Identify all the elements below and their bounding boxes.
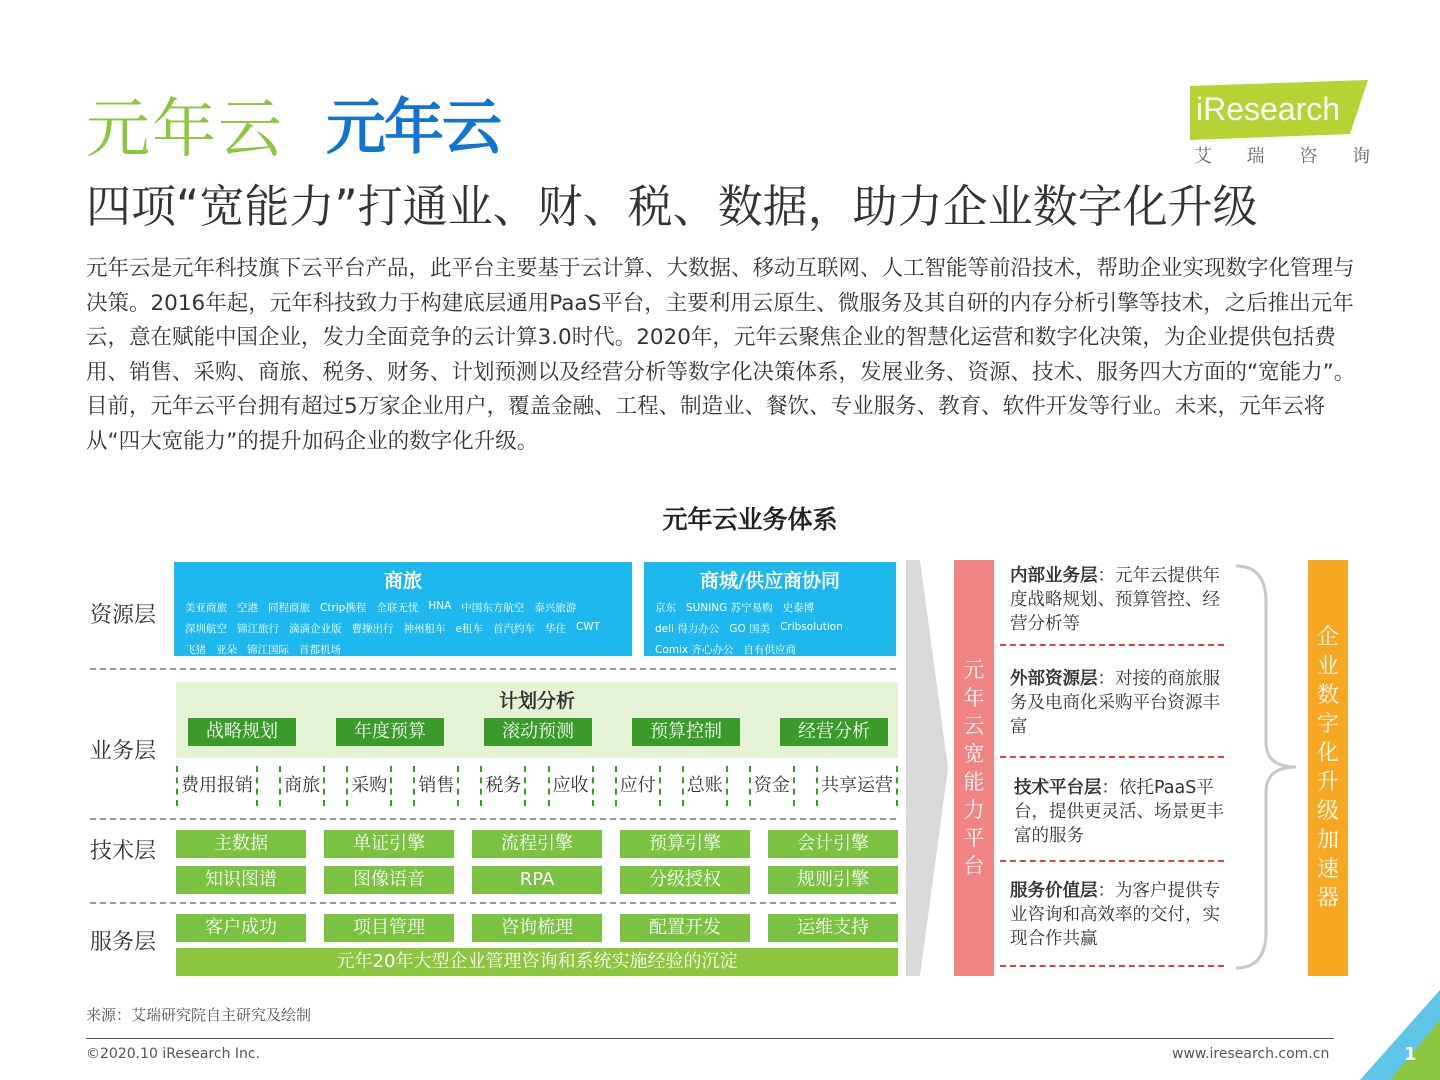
accelerator-char: 化 bbox=[1316, 741, 1339, 766]
business-module: 资金 bbox=[749, 766, 795, 806]
feature-internal bbox=[1010, 564, 1225, 636]
platform-label bbox=[954, 560, 994, 976]
tech-item: 会计引擎 bbox=[768, 830, 898, 858]
plan-item: 战略规划 bbox=[188, 718, 296, 746]
platform-char: 元 bbox=[963, 658, 985, 682]
tech-item: 单证引擎 bbox=[324, 830, 454, 858]
travel-title: 商旅 bbox=[383, 570, 422, 592]
partner-logo: 亚朵 bbox=[216, 644, 237, 656]
feature-divider bbox=[1000, 756, 1224, 758]
feature-divider bbox=[1000, 644, 1224, 646]
business-module: 总账 bbox=[682, 766, 728, 806]
partner-logo: 曹操出行 bbox=[351, 623, 394, 635]
plan-item: 滚动预测 bbox=[484, 718, 592, 746]
accelerator-char: 加 bbox=[1316, 828, 1339, 853]
partner-logo: 首都机场 bbox=[299, 644, 341, 656]
business-module: 税务 bbox=[480, 766, 526, 806]
feature-text: ：对接的商旅服务及电商化采购平台资源丰富 bbox=[1010, 669, 1220, 737]
service-item: 客户成功 bbox=[176, 914, 306, 942]
business-module: 应付 bbox=[615, 766, 661, 806]
footer-divider bbox=[86, 1038, 1334, 1039]
service-item: 运维支持 bbox=[768, 914, 898, 942]
service-row bbox=[176, 914, 898, 942]
ir-sub-char: 瑞 bbox=[1246, 146, 1265, 167]
intro-paragraph: 元年云是元年科技旗下云平台产品，此平台主要基于云计算、大数据、移动互联网、人工智能等前沿技术，帮助企业实现数字化管理与决策。2016年起，元年科技致力于构建底层通用PaaS平台，主要利用云原生、微服务及其自研的内存分析引擎等技术，之后推出元年云，意在赋能中国企业，发力全面竞争的云计算3.0时代。2020年，元年云聚焦企业的智慧化运营和数字化决策，为企业提供包括费用、销售、采购、商旅、税务、财务、计划预测以及经营分析等数字化决策体系，发展业务、资源、技术、服务四大方面的“宽能力”。目前，元年云平台拥有超过5万家企业用户，覆盖金融、工程、制造业、餐饮、专业服务、教育、软件开发等行业。未来，元年云将从“四大宽能力”的提升加码企业的数字化升级。 bbox=[86, 256, 1356, 454]
platform-char: 力 bbox=[963, 798, 985, 822]
iresearch-subtitle bbox=[1194, 142, 1370, 168]
partner-logo: 神州租车 bbox=[403, 623, 446, 635]
layer-divider bbox=[90, 902, 896, 904]
partner-logo: 飞猪 bbox=[185, 644, 206, 656]
partner-logo: 锦江国际 bbox=[247, 644, 289, 656]
business-module: 商旅 bbox=[279, 766, 325, 806]
tech-item: 预算引擎 bbox=[620, 830, 750, 858]
partner-logo: 中国东方航空 bbox=[461, 602, 525, 614]
accelerator-char: 器 bbox=[1316, 886, 1339, 911]
accelerator-char: 字 bbox=[1316, 712, 1339, 737]
yuannian-logo: 元年云 bbox=[326, 93, 500, 163]
headline: 四项“宽能力”打通业、财、税、数据，助力企业数字化升级 bbox=[86, 180, 1258, 233]
partner-logo: 空港 bbox=[237, 602, 258, 614]
platform-char: 平 bbox=[963, 826, 985, 850]
ir-sub-char: 询 bbox=[1351, 146, 1370, 167]
layer-label-tech: 技术层 bbox=[90, 839, 157, 864]
plan-analysis-box bbox=[176, 682, 898, 758]
platform-char: 台 bbox=[963, 854, 985, 878]
business-module: 采购 bbox=[346, 766, 392, 806]
plan-item: 预算控制 bbox=[632, 718, 740, 746]
partner-logo: HNA bbox=[428, 600, 452, 612]
tech-item: 分级授权 bbox=[620, 866, 750, 894]
tech-item: 规则引擎 bbox=[768, 866, 898, 894]
feature-external bbox=[1010, 667, 1225, 739]
tech-item: RPA bbox=[472, 866, 602, 894]
partner-logo: CWT bbox=[575, 621, 601, 633]
business-module: 费用报销 bbox=[176, 766, 258, 806]
layer-divider bbox=[90, 818, 896, 820]
mall-title: 商城/供应商协同 bbox=[700, 570, 840, 592]
service-item: 项目管理 bbox=[324, 914, 454, 942]
mall-box bbox=[644, 562, 896, 656]
tech-row-2 bbox=[176, 866, 898, 894]
chevron-right-icon bbox=[906, 560, 948, 976]
accelerator-char: 业 bbox=[1316, 654, 1339, 679]
ir-sub-char: 艾 bbox=[1194, 146, 1212, 167]
source-note: 来源：艾瑞研究院自主研究及绘制 bbox=[86, 1006, 312, 1024]
partner-logo: deli 得力办公 bbox=[655, 623, 720, 635]
plan-items bbox=[188, 718, 888, 746]
corner-decoration bbox=[1340, 980, 1440, 1080]
partner-logo: 华住 bbox=[544, 623, 566, 635]
travel-box bbox=[174, 562, 632, 656]
accelerator-label bbox=[1308, 560, 1348, 976]
travel-logo-grid bbox=[174, 593, 632, 664]
platform-char: 宽 bbox=[963, 742, 985, 766]
copyright: ©2020.10 iResearch Inc. bbox=[86, 1046, 261, 1062]
website-url: www.iresearch.com.cn bbox=[1172, 1046, 1330, 1062]
experience-bar: 元年20年大型企业管理咨询和系统实施经验的沉淀 bbox=[176, 948, 898, 976]
service-item: 配置开发 bbox=[620, 914, 750, 942]
partner-logo: 泰兴旅游 bbox=[534, 602, 577, 614]
feature-title: 服务价值层 bbox=[1010, 881, 1098, 901]
partner-logo: Ctrip携程 bbox=[320, 602, 367, 614]
feature-divider bbox=[1000, 965, 1224, 967]
layer-label-business: 业务层 bbox=[90, 739, 157, 764]
partner-logo: 全联无忧 bbox=[376, 602, 419, 614]
service-item: 咨询梳理 bbox=[472, 914, 602, 942]
partner-logo: 同程商旅 bbox=[268, 602, 310, 614]
accelerator-char: 升 bbox=[1316, 770, 1339, 795]
platform-char: 年 bbox=[963, 686, 985, 710]
partner-logo: e租车 bbox=[455, 623, 483, 635]
partner-logo: 史泰博 bbox=[782, 602, 815, 614]
layer-divider bbox=[90, 668, 896, 670]
platform-char: 云 bbox=[963, 714, 985, 738]
feature-text: ：元年云提供年度战略规划、预算管控、经营分析等 bbox=[1010, 566, 1220, 634]
feature-service bbox=[1010, 879, 1225, 951]
tech-item: 知识图谱 bbox=[176, 866, 306, 894]
partner-logo: 首汽约车 bbox=[492, 623, 535, 635]
business-module: 销售 bbox=[413, 766, 459, 806]
business-modules bbox=[176, 766, 898, 806]
page-number: 1 bbox=[1404, 1044, 1417, 1065]
accelerator-char: 数 bbox=[1316, 683, 1339, 708]
partner-logo: 京东 bbox=[655, 602, 676, 614]
feature-title: 外部资源层 bbox=[1010, 669, 1098, 689]
tech-item: 主数据 bbox=[176, 830, 306, 858]
partner-logo: Cribsolution bbox=[780, 621, 843, 633]
feature-title: 技术平台层 bbox=[1014, 778, 1102, 798]
feature-text: ：依托PaaS平台，提供更灵活、场景更丰富的服务 bbox=[1014, 778, 1224, 846]
mall-logo-grid bbox=[644, 593, 896, 664]
right-brace-icon bbox=[1232, 562, 1302, 972]
diagram-title: 元年云业务体系 bbox=[662, 505, 838, 534]
platform-char: 能 bbox=[963, 770, 985, 794]
partner-logo: 滴滴企业版 bbox=[289, 623, 342, 635]
iresearch-logo-text: iResearch bbox=[1196, 91, 1341, 127]
business-module: 应收 bbox=[548, 766, 594, 806]
feature-divider bbox=[1000, 860, 1224, 862]
accelerator-char: 企 bbox=[1316, 625, 1339, 650]
layer-label-resource: 资源层 bbox=[90, 603, 157, 628]
layer-label-service: 服务层 bbox=[90, 930, 157, 955]
partner-logo: 自有供应商 bbox=[743, 644, 796, 656]
plan-item: 经营分析 bbox=[780, 718, 888, 746]
feature-text: ：为客户提供专业咨询和高效率的交付，实现合作共赢 bbox=[1010, 881, 1220, 949]
ir-sub-char: 咨 bbox=[1299, 146, 1318, 167]
plan-item: 年度预算 bbox=[336, 718, 444, 746]
tech-item: 图像语音 bbox=[324, 866, 454, 894]
business-module: 共享运营 bbox=[816, 766, 898, 806]
partner-logo: 深圳航空 bbox=[185, 623, 227, 635]
page-title: 元年云 bbox=[86, 93, 284, 167]
tech-row-1 bbox=[176, 830, 898, 858]
partner-logo: 美亚商旅 bbox=[185, 602, 227, 614]
partner-logo: SUNING 苏宁易购 bbox=[686, 602, 773, 614]
feature-title: 内部业务层 bbox=[1010, 566, 1098, 586]
accelerator-char: 速 bbox=[1316, 857, 1339, 882]
tech-item: 流程引擎 bbox=[472, 830, 602, 858]
partner-logo: 锦江旅行 bbox=[237, 623, 279, 635]
feature-tech bbox=[1014, 776, 1240, 848]
plan-analysis-title: 计划分析 bbox=[498, 690, 575, 712]
partner-logo: GO 国美 bbox=[729, 623, 771, 635]
partner-logo: Comix 齐心办公 bbox=[655, 644, 734, 656]
iresearch-logo bbox=[1190, 80, 1368, 140]
accelerator-char: 级 bbox=[1316, 799, 1339, 824]
